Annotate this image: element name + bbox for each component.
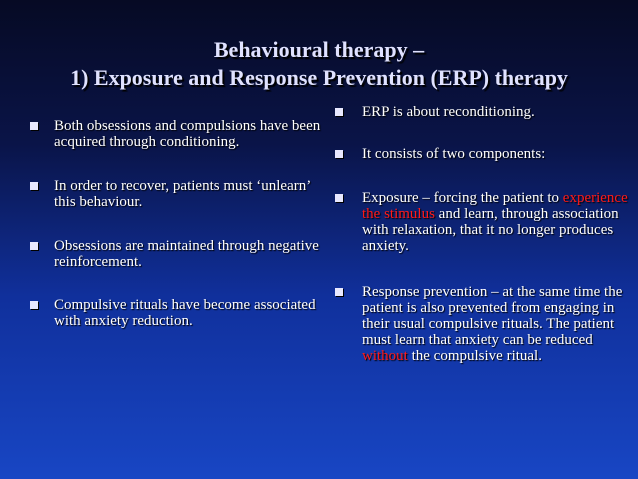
- bullet-text-start: Response prevention – at the same time the patient is also prevented from engaging in their usual compulsive rituals. The patient must learn that anxiety can be reduced: [362, 284, 623, 348]
- highlight-without: without: [362, 348, 408, 364]
- square-bullet-icon: [30, 242, 38, 250]
- bullet-text: [362, 190, 634, 254]
- bullet-text: [362, 284, 634, 364]
- title-line-2: 1) Exposure and Response Prevention (ERP) therapy: [70, 65, 568, 90]
- bullet-text-end: and learn, through association with relaxation, that it no longer produces anxiety.: [362, 206, 619, 254]
- bullet-text: In order to recover, patients must ‘unlearn’ this behaviour.: [54, 178, 311, 210]
- title-line-1: Behavioural therapy –: [213, 37, 425, 62]
- highlight-experience-the-stimulus: experience the stimulus: [362, 190, 628, 222]
- slide-title: [0, 36, 638, 92]
- square-bullet-icon: [335, 150, 343, 158]
- square-bullet-icon: [335, 108, 343, 116]
- bullet-text: It consists of two components:: [362, 146, 546, 162]
- bullet-text-end: the compulsive ritual.: [407, 348, 542, 364]
- bullet-text: ERP is about reconditioning.: [362, 104, 535, 120]
- bullet-text-start: Exposure – forcing the patient to: [362, 190, 563, 206]
- square-bullet-icon: [335, 194, 343, 202]
- square-bullet-icon: [30, 122, 38, 130]
- bullet-text: Compulsive rituals have become associated with anxiety reduction.: [54, 297, 316, 329]
- square-bullet-icon: [30, 182, 38, 190]
- bullet-text: Obsessions are maintained through negative reinforcement.: [54, 238, 319, 270]
- bullet-text: Both obsessions and compulsions have been acquired through conditioning.: [54, 118, 321, 150]
- square-bullet-icon: [30, 301, 38, 309]
- square-bullet-icon: [335, 288, 343, 296]
